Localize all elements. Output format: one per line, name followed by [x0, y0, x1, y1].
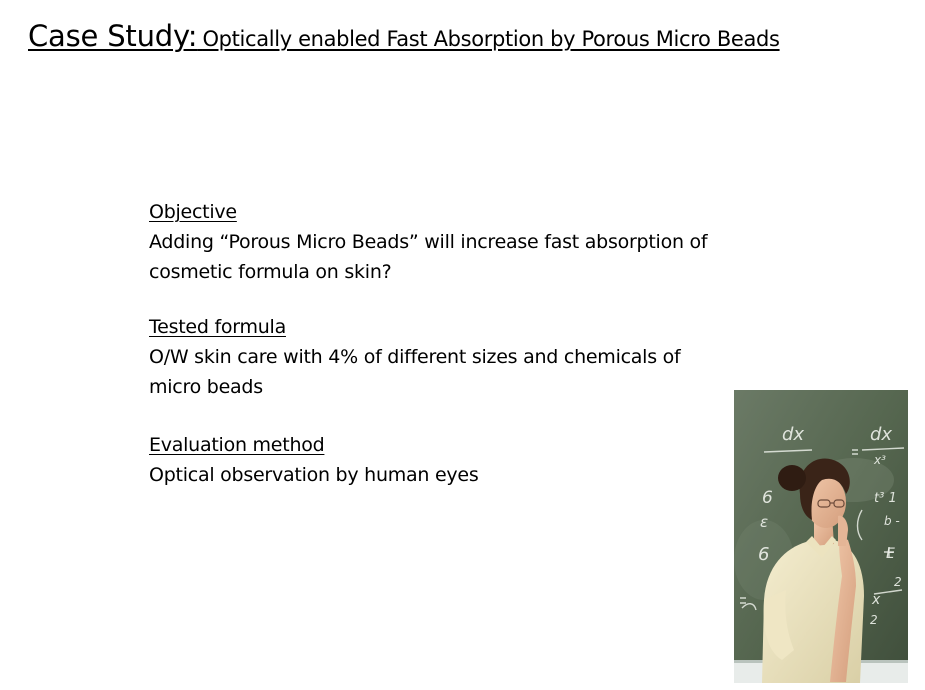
section-body: Adding “Porous Micro Beads” will increase fast absorption of cosmetic formula on skin? [149, 231, 708, 283]
svg-text:b -: b - [884, 514, 900, 528]
thinking-woman-photo [734, 390, 908, 683]
section-objective [149, 197, 729, 287]
title-subtitle: Optically enabled Fast Absorption by Porous Micro Beads [202, 27, 780, 51]
svg-text:2: 2 [894, 575, 902, 589]
svg-text:x³: x³ [874, 453, 886, 467]
section-heading: Objective [149, 201, 237, 223]
section-heading: Tested formula [149, 316, 286, 338]
section-body: Optical observation by human eyes [149, 464, 479, 486]
svg-text:dx: dx [782, 424, 805, 445]
svg-text:ε: ε [760, 513, 769, 531]
svg-text:6: 6 [758, 544, 770, 565]
svg-text:E: E [886, 546, 895, 562]
slide-title [28, 16, 780, 61]
svg-text:dx: dx [870, 424, 893, 445]
svg-text:x: x [872, 592, 881, 608]
section-evaluation-method [149, 430, 729, 490]
content-block [149, 197, 729, 490]
section-tested-formula [149, 312, 729, 402]
svg-text:6: 6 [762, 488, 773, 508]
svg-text:t³ 1: t³ 1 [874, 491, 897, 506]
svg-text:2: 2 [870, 613, 878, 627]
title-main: Case Study: [28, 19, 198, 53]
section-body: O/W skin care with 4% of different sizes and chemicals of micro beads [149, 346, 681, 398]
section-heading: Evaluation method [149, 434, 325, 456]
